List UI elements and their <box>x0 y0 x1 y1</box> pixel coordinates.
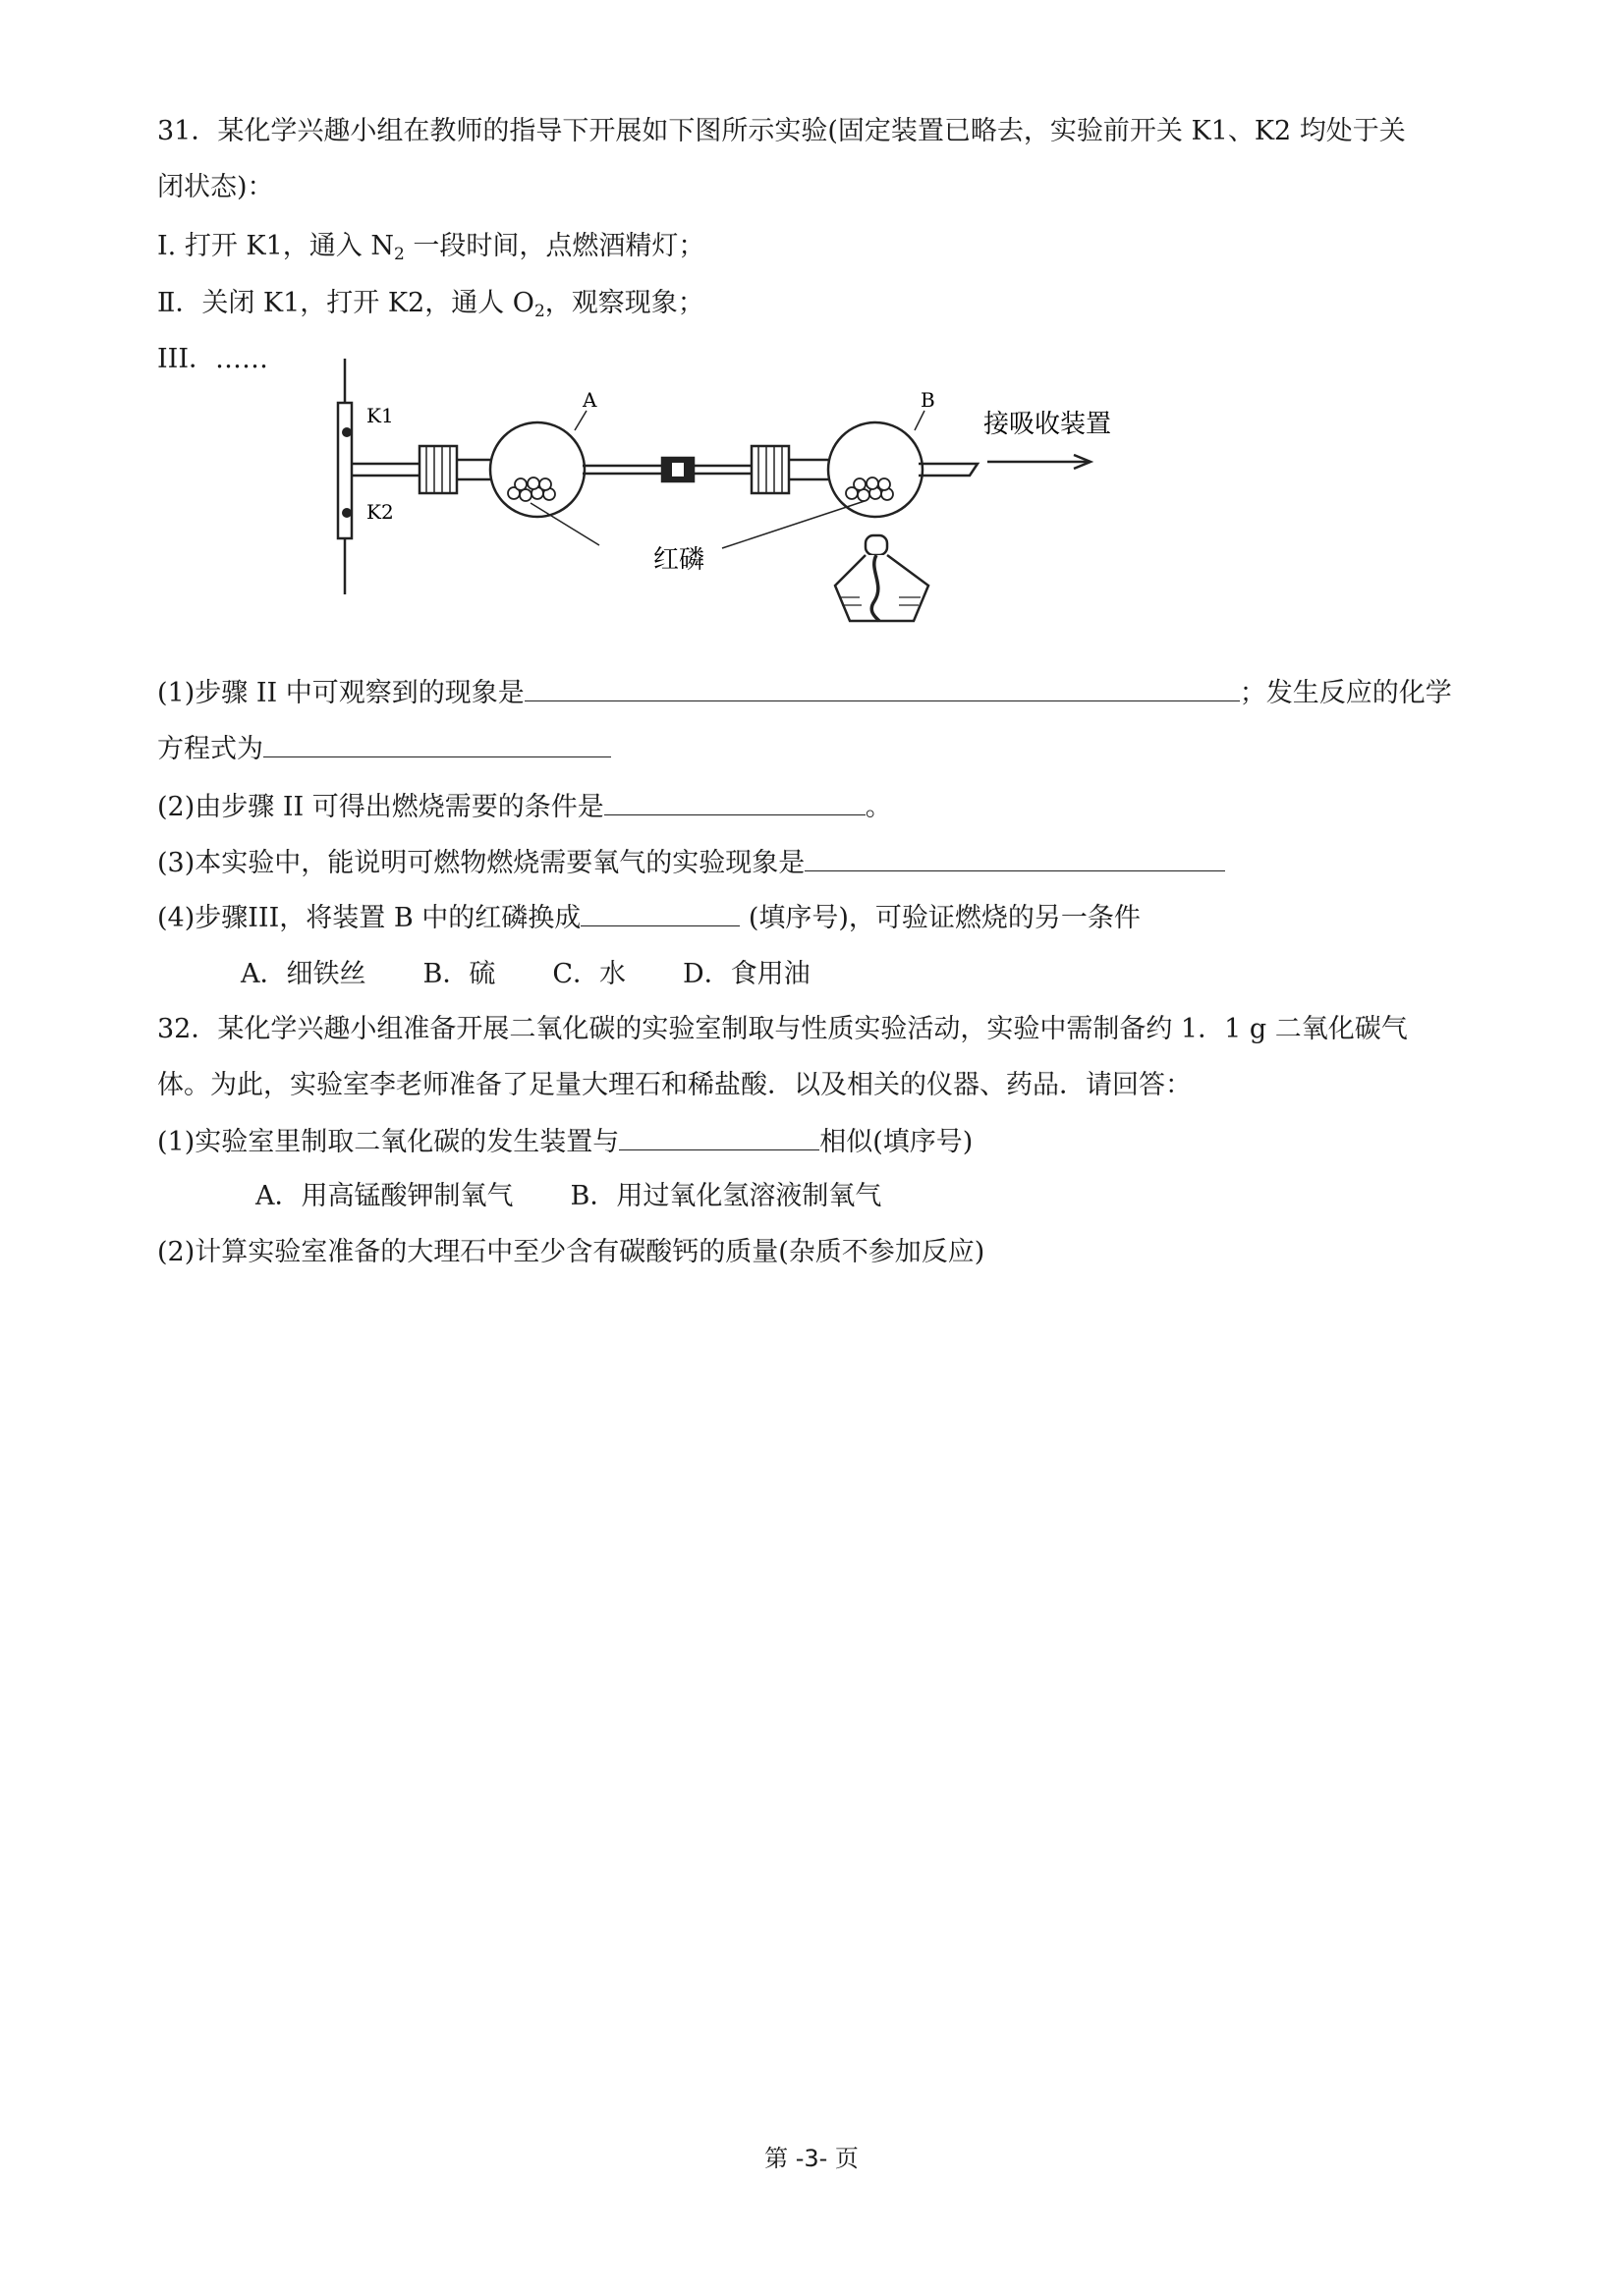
q32-intro-line1: 32．某化学兴趣小组准备开展二氧化碳的实验室制取与性质实验活动，实验中需制备约 1．1 g 二氧化碳气 <box>157 1014 1408 1044</box>
sub3-answer-blank[interactable] <box>805 845 1225 871</box>
q32-option-b: B．用过氧化氢溶液制氧气 <box>570 1181 882 1211</box>
sub4-text-a: (4)步骤III，将装置 B 中的红磷换成 <box>157 903 582 933</box>
step1-text-b: 一段时间，点燃酒精灯； <box>404 231 705 261</box>
q32-sub1-text-a: (1)实验室里制取二氧化碳的发生装置与 <box>157 1127 620 1157</box>
sub2-text-b: 。 <box>865 792 892 822</box>
valve-k1 <box>342 427 352 437</box>
sub2-answer-blank[interactable] <box>604 789 866 815</box>
q32-sub1-answer-blank[interactable] <box>619 1124 819 1150</box>
q32-sub1-text-b: 相似(填序号) <box>819 1127 974 1157</box>
option-d: D．食用油 <box>683 959 811 989</box>
label-absorb-device: 接吸收装置 <box>983 410 1112 439</box>
apparatus-figure <box>329 354 1135 648</box>
q31-intro-line2: 闭状态)： <box>157 172 274 202</box>
sub1-answer-blank[interactable] <box>525 675 1240 701</box>
q31-options <box>241 957 867 992</box>
q31-step2 <box>157 286 704 321</box>
step2-subscript: 2 <box>533 302 545 321</box>
q31-step1 <box>157 229 704 264</box>
option-b: B．硫 <box>422 959 496 989</box>
q31-sub3 <box>157 845 1225 881</box>
q32-sub2: (2)计算实验室准备的大理石中至少含有碳酸钙的质量(杂质不参加反应) <box>157 1237 985 1267</box>
step1-text-a: I. 打开 K1，通入 N <box>157 231 394 261</box>
sub1-text-b: ；发生反应的化学 <box>1239 678 1452 708</box>
option-a: A．细铁丝 <box>241 959 366 989</box>
q31-step3: III．…… <box>157 344 268 374</box>
q32-option-a: A．用高锰酸钾制氧气 <box>255 1181 514 1211</box>
sub1-equation-blank[interactable] <box>263 731 611 757</box>
label-k2: K2 <box>366 500 394 524</box>
sub4-text-b: (填序号)，可验证燃烧的另一条件 <box>740 903 1141 933</box>
q31-sub1-line2 <box>157 731 611 767</box>
q32-intro-line2: 体。为此，实验室李老师准备了足量大理石和稀盐酸．以及相关的仪器、药品．请回答： <box>157 1070 1192 1100</box>
sub1-text-a: (1)步骤 II 中可观察到的现象是 <box>157 678 525 708</box>
sub4-answer-blank[interactable] <box>581 900 740 926</box>
label-b: B <box>921 388 935 412</box>
step2-text-b: ，观察现象； <box>544 288 704 318</box>
q31-intro-line1: 31．某化学兴趣小组在教师的指导下开展如下图所示实验(固定装置已略去，实验前开关 K1、K2 均处于关 <box>157 116 1406 146</box>
q31-sub1-line1 <box>157 675 1452 711</box>
sub3-text: (3)本实验中，能说明可燃物燃烧需要氧气的实验现象是 <box>157 848 806 878</box>
sub1-text-c: 方程式为 <box>157 734 263 764</box>
q31-sub2 <box>157 789 892 825</box>
label-k1: K1 <box>366 404 394 427</box>
sub2-text-a: (2)由步骤 II 可得出燃烧需要的条件是 <box>157 792 604 822</box>
q32-options <box>255 1179 938 1214</box>
step2-text-a: Ⅱ．关闭 K1，打开 K2，通人 O <box>157 288 534 318</box>
step1-subscript: 2 <box>393 245 405 264</box>
page-footer: 第 -3- 页 <box>764 2145 859 2172</box>
q32-sub1 <box>157 1124 973 1160</box>
label-a: A <box>583 388 597 412</box>
label-red-phosphorus: 红磷 <box>653 545 705 575</box>
q31-sub4 <box>157 900 1141 936</box>
valve-k2 <box>342 508 352 518</box>
option-c: C．水 <box>552 959 627 989</box>
